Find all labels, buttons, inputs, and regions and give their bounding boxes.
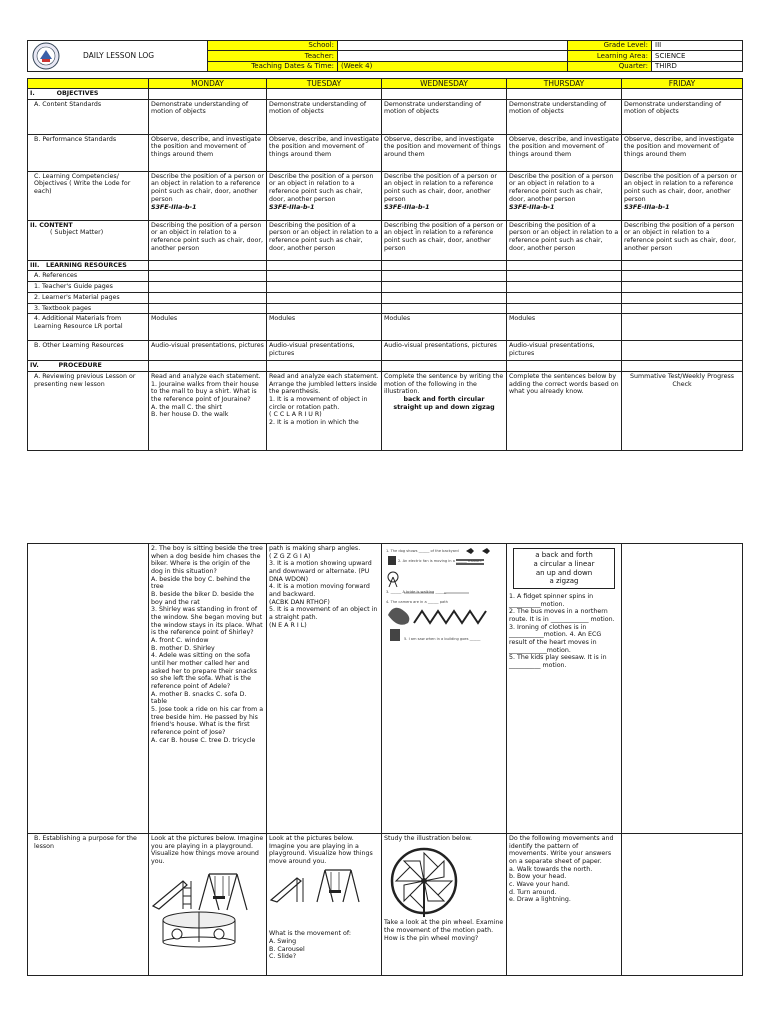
content-standard-tue: Demonstrate understanding of motion of objects (267, 99, 382, 134)
modules-mon: Modules (149, 314, 267, 341)
day-tuesday: TUESDAY (267, 79, 382, 89)
playground-small-illustration (269, 866, 377, 910)
day-thursday: THURSDAY (507, 79, 622, 89)
review-thu-part2: a back and forth a circular a linear an up and down a zigzag 1. A fidget spinner spins in __________motion. 2. The bus moves in a northern route. It is in ____________ motion. 3. Ironing of clothes is in ___________motion. 4. An ECG result of the heart moves in ____________motion. 5. The kids play seesaw. It is in __________ motion. (507, 544, 622, 834)
subject-fri: Describing the position of a person or an object in relation to a reference point such as chair, door, another person (622, 220, 743, 260)
quarter-value: THIRD (652, 61, 743, 71)
performance-standards-label: B. Performance Standards (28, 134, 149, 171)
dates-value: (Week 4) (338, 61, 568, 71)
av-wed: Audio-visual presentations, pictures (382, 341, 507, 361)
performance-standard-fri: Observe, describe, and investigate the position and movement of things around them (622, 134, 743, 171)
subject-mon: Describing the position of a person or an object in relation to a reference point such as chair, door, another person (149, 220, 267, 260)
school-value (338, 41, 568, 51)
grade-value: III (652, 41, 743, 51)
additional-materials-label: 4. Additional Materials from Learning Resource LR portal (28, 314, 149, 341)
playground-illustration (151, 866, 263, 948)
competency-tue: Describe the position of a person or an object in relation to a reference point such as chair, door, another person S3FE-IIIa-b-1 (267, 171, 382, 220)
tg-pages-label: 1. Teacher's Guide pages (28, 282, 149, 293)
area-value: SCIENCE (652, 51, 743, 61)
content-label: II. CONTENT ( Subject Matter) (28, 220, 149, 260)
content-standard-thu: Demonstrate understanding of motion of objects (507, 99, 622, 134)
svg-text:1. The dog shows ______ of the: 1. The dog shows ______ of the backyard (386, 549, 459, 553)
establishing-label: B. Establishing a purpose for the lesson (28, 834, 149, 976)
review-fri: Summative Test/Weekly Progress Check (622, 371, 743, 450)
pinwheel-icon (384, 843, 484, 917)
content-standard-wed: Demonstrate understanding of motion of objects (382, 99, 507, 134)
content-standards-label: A. Content Standards (28, 99, 149, 134)
svg-text:4. The camera are in a ______: 4. The camera are in a ______ path (386, 600, 448, 604)
review-tue-part1: Read and analyze each statement. Arrange the jumbled letters inside the parenthesis. 1. It is a movement of object in circle or rotation path. ( C C L A R I U R) 2. It is a motion in which the (267, 371, 382, 450)
establish-thu: Do the following movements and identify the pattern of movements. Write your answers on a separate sheet of paper. a. Walk towards the north. b. Bow your head. c. Wave your hand. d. Turn around. e. Draw a lightning. (507, 834, 622, 976)
teacher-value (338, 51, 568, 61)
content-standard-mon: Demonstrate understanding of motion of objects (149, 99, 267, 134)
subject-tue: Describing the position of a person or an object in relation to a reference point such as chair, door, another person (267, 220, 382, 260)
grade-label: Grade Level: (568, 41, 652, 51)
day-wednesday: WEDNESDAY (382, 79, 507, 89)
performance-standard-thu: Observe, describe, and investigate the position and movement of things around them (507, 134, 622, 171)
resources-heading: III. LEARNING RESOURCES (28, 260, 149, 271)
review-thu-part1: Complete the sentences below by adding the correct words based on what you already know. (507, 371, 622, 450)
teacher-label: Teacher: (208, 51, 338, 61)
textbook-pages-label: 3. Textbook pages (28, 303, 149, 314)
objectives-heading: I. OBJECTIVES (28, 89, 149, 100)
bottom-section (27, 543, 743, 976)
competency-wed: Describe the position of a person or an object in relation to a reference point such as chair, door, another person S3FE-IIIa-b-1 (382, 171, 507, 220)
lesson-table-bottom (27, 543, 743, 976)
subject-wed: Describing the position of a person or an object in relation to a reference point such as chair, door, another person (382, 220, 507, 260)
lesson-table-top (27, 78, 743, 451)
svg-text:2. An electric fan is moving i: 2. An electric fan is moving in a ______ motion. (398, 559, 482, 563)
references-label: A. References (28, 271, 149, 282)
modules-tue: Modules (267, 314, 382, 341)
dates-label: Teaching Dates & Time: (208, 61, 338, 71)
svg-text:3. ______ A bride is walking _: 3. ______ A bride is walking ______ (386, 590, 447, 594)
lm-pages-label: 2. Learner's Material pages (28, 292, 149, 303)
review-wed-part1: Complete the sentence by writing the motion of the following in the illustration. back and forth circular straight up and down zigzag (382, 371, 507, 450)
establish-mon: Look at the pictures below. Imagine you are playing in a playground. Visualize how things move around you. (149, 834, 267, 976)
competency-mon: Describe the position of a person or an object in relation to a reference point such as chair, door, another person S3FE-IIIa-b-1 (149, 171, 267, 220)
other-resources-label: B. Other Learning Resources (28, 341, 149, 361)
area-label: Learning Area: (568, 51, 652, 61)
content-standard-fri: Demonstrate understanding of motion of objects (622, 99, 743, 134)
competencies-label: C. Learning Competencies/ Objectives ( Write the Lode for each) (28, 171, 149, 220)
av-mon: Audio-visual presentations, pictures (149, 341, 267, 361)
header-table (27, 40, 743, 72)
log-title: DAILY LESSON LOG (83, 51, 155, 61)
review-mon-part1: Read and analyze each statement. 1. Jouraine walks from their house to the mall to buy a shirt. What is the reference point of Jouraine? A. the mall C. the shirt B. her house D. the walk (149, 371, 267, 450)
establish-tue: Look at the pictures below. Imagine you are playing in a playground. Visualize how things move around you. What is the movement of: A. Swing B. Carousel C. Slide? (267, 834, 382, 976)
modules-thu: Modules (507, 314, 622, 341)
competency-fri: Describe the position of a person or an object in relation to a reference point such as chair, door, another person S3FE-IIIa-b-1 (622, 171, 743, 220)
day-blank (28, 79, 149, 89)
av-thu: Audio-visual presentations, pictures (507, 341, 622, 361)
header-title-cell (28, 41, 208, 72)
competency-thu: Describe the position of a person or an object in relation to a reference point such as chair, door, another person S3FE-IIIa-b-1 (507, 171, 622, 220)
deped-seal-icon (31, 41, 61, 71)
performance-standard-mon: Observe, describe, and investigate the position and movement of things around them (149, 134, 267, 171)
establish-wed: Study the illustration below. Take a look at the pin wheel. Examine the movement of the motion path. How is the pin wheel moving? (382, 834, 507, 976)
svg-text:5. I am saw when in a building: 5. I am saw when in a building goes ______ (404, 637, 481, 641)
procedure-heading: IV. PROCEDURE (28, 361, 149, 372)
day-friday: FRIDAY (622, 79, 743, 89)
review-wed-illustration (382, 544, 507, 834)
review-mon-part2: 2. The boy is sitting beside the tree when a dog beside him chases the biker. Where is the origin of the dog in this situation? A. beside the boy C. behind the tree B. beside the biker D. beside the boy and the rat 3. Shirley was standing in front of the window. She began moving but the window stays in its place. What is the reference point of Shirley? A. front C. window B. mother D. Shirley 4. Adele was sitting on the sofa until her mother called her and asked her to prepare their snacks so she left the sofa. What is the reference point of Adele? A. mother B. snacks C. sofa D. table 5. Jose took a ride on his car from a tree beside him. He passed by his friend's house. What is the first reference point of Jose? A. car B. house C. tree D. tricycle (149, 544, 267, 834)
modules-wed: Modules (382, 314, 507, 341)
word-bank-box: a back and forth a circular a linear an up and down a zigzag (513, 548, 615, 589)
motion-illustration (384, 545, 502, 660)
top-section (27, 40, 743, 451)
av-tue: Audio-visual presentations, pictures (267, 341, 382, 361)
reviewing-label: A. Reviewing previous Lesson or presenting new lesson (28, 371, 149, 450)
subject-thu: Describing the position of a person or an object in relation to a reference point such as chair, door, another person (507, 220, 622, 260)
performance-standard-wed: Observe, describe, and investigate the position and movement of things around them (382, 134, 507, 171)
review-tue-part2: path is making sharp angles. ( Z G Z G I A) 3. It is a motion showing upward and downward or alternate. (PU DNA WDON) 4. It is a motion moving forward and backward. (ACBK DAN RTHOF) 5. It is a movement of an object in a straight path. (N E A R I L) (267, 544, 382, 834)
performance-standard-tue: Observe, describe, and investigate the position and movement of things around them (267, 134, 382, 171)
day-monday: MONDAY (149, 79, 267, 89)
school-label: School: (208, 41, 338, 51)
quarter-label: Quarter: (568, 61, 652, 71)
